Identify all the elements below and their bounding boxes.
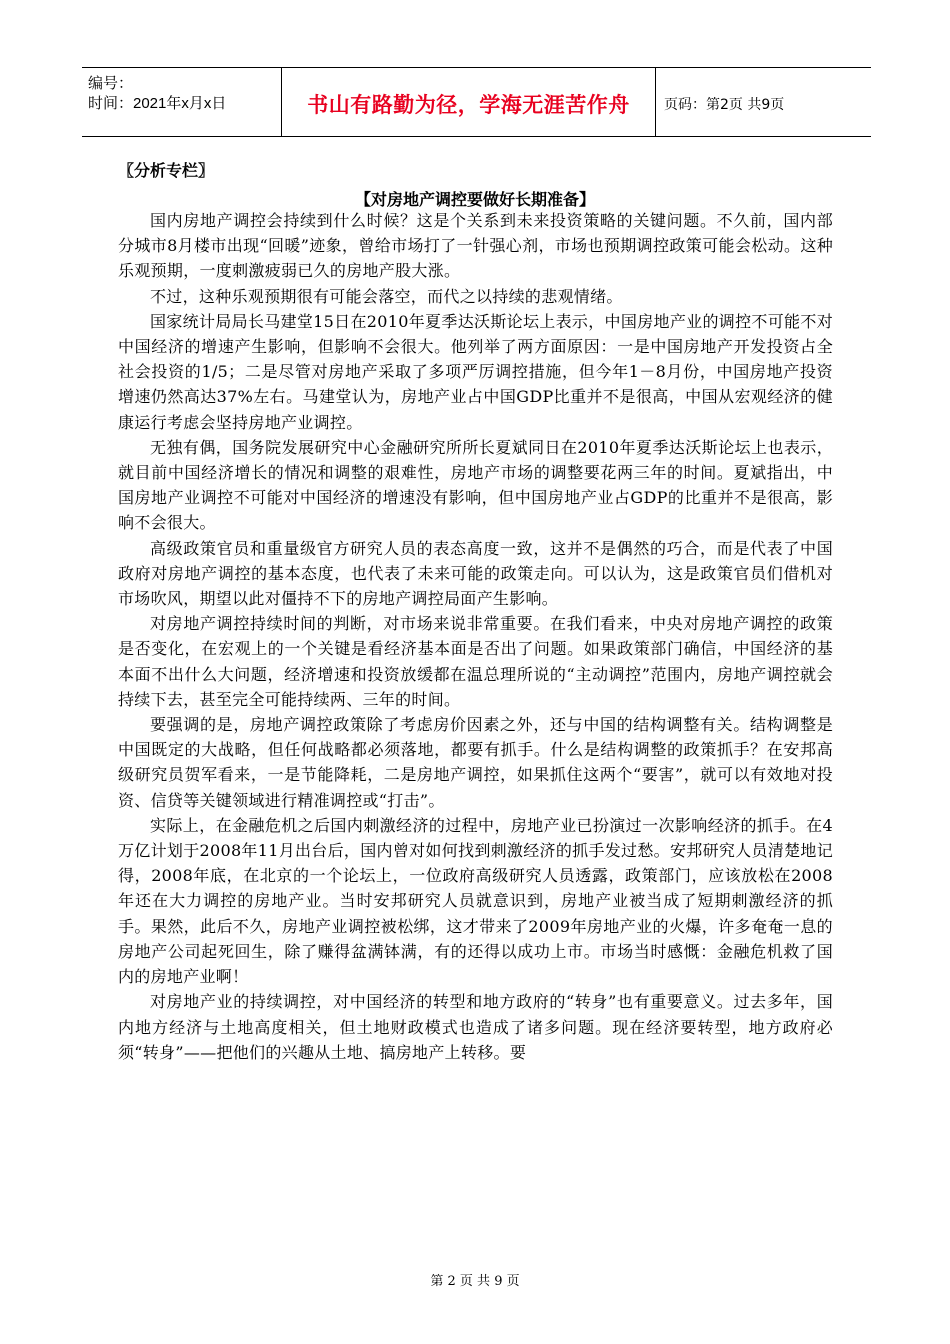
number-label: 编号： (88, 75, 134, 92)
date-label: 时间：2021年x月x日 (88, 95, 227, 112)
paragraph: 无独有偶，国务院发展研究中心金融研究所所长夏斌同日在2010年夏季达沃斯论坛上也表示，就目前中国经济增长的情况和调整的艰难性，房地产市场的调整要花两三年的时间。夏斌指出，中国房地产业调控不可能对中国经济的增速没有影响，但中国房地产业占GDP的比重并不是很高，影响不会很大。 (118, 437, 833, 533)
article-body (118, 208, 833, 1065)
page-footer: 第 2 页 共 9 页 (430, 1274, 520, 1289)
paragraph: 对房地产业的持续调控，对中国经济的转型和地方政府的“转身”也有重要意义。过去多年，国内地方经济与土地高度相关，但土地财政模式也造成了诸多问题。现在经济要转型，地方政府必须“转身”——把他们的兴趣从土地、搞房地产上转移。要 (118, 992, 833, 1062)
paragraph: 国家统计局局长马建堂15日在2010年夏季达沃斯论坛上表示，中国房地产业的调控不可能不对中国经济的增速产生影响，但影响不会很大。他列举了两方面原因：一是中国房地产开发投资占全社会投资的1/5；二是尽管对房地产采取了多项严厉调控措施，但今年1－8月份，中国房地产投资增速仍然高达37%左右。马建堂认为，房地产业占中国GDP比重并不是很高，中国从宏观经济的健康运行考虑会坚持房地产业调控。 (118, 311, 833, 432)
paragraph: 对房地产调控持续时间的判断，对市场来说非常重要。在我们看来，中央对房地产调控的政策是否变化，在宏观上的一个关键是看经济基本面是否出了问题。如果政策部门确信，中国经济的基本面不出什么大问题，经济增速和投资放缓都在温总理所说的“主动调控”范围内，房地产调控就会持续下去，甚至完全可能持续两、三年的时间。 (118, 614, 833, 709)
header-motto-cell (282, 68, 656, 136)
header-page-cell (656, 68, 871, 136)
section-label: 〖分析专栏〗 (118, 161, 215, 180)
page-header (82, 67, 871, 137)
article-title: 【对房地产调控要做好长期准备】 (354, 190, 595, 209)
motto: 书山有路勤为径，学海无涯苦作舟 (307, 93, 630, 117)
page-code: 页码：第2页 共9页 (664, 97, 785, 113)
paragraph: 要强调的是，房地产调控政策除了考虑房价因素之外，还与中国的结构调整有关。结构调整是中国既定的大战略，但任何战略都必须落地，都要有抓手。什么是结构调整的政策抓手？在安邦高级研究员贺军看来，一是节能降耗，二是房地产调控，如果抓住这两个“要害”，就可以有效地对投资、信贷等关键领域进行精准调控或“打击”。 (118, 715, 833, 810)
paragraph: 实际上，在金融危机之后国内刺激经济的过程中，房地产业已扮演过一次影响经济的抓手。在4万亿计划于2008年11月出台后，国内曾对如何找到刺激经济的抓手发过愁。安邦研究人员清楚地记得，2008年底，在北京的一个论坛上，一位政府高级研究人员透露，政策部门，应该放松在2008年还在大力调控的房地产业。当时安邦研究人员就意识到，房地产业被当成了短期刺激经济的抓手。果然，此后不久，房地产业调控被松绑，这才带来了2009年房地产业的火爆，许多奄奄一息的房地产公司起死回生，除了赚得盆满钵满，有的还得以成功上市。市场当时感慨：金融危机救了国内的房地产业啊！ (118, 815, 833, 987)
header-meta (82, 68, 282, 136)
paragraph: 国内房地产调控会持续到什么时候？这是个关系到未来投资策略的关键问题。不久前，国内部分城市8月楼市出现“回暖”迹象，曾给市场打了一针强心剂，市场也预期调控政策可能会松动。这种乐观预期，一度刺激疲弱已久的房地产股大涨。 (118, 211, 833, 281)
paragraph: 高级政策官员和重量级官方研究人员的表态高度一致，这并不是偶然的巧合，而是代表了中国政府对房地产调控的基本态度，也代表了未来可能的政策走向。可以认为，这是政策官员们借机对市场吹风，期望以此对僵持不下的房地产调控局面产生影响。 (118, 538, 833, 609)
paragraph: 不过，这种乐观预期很有可能会落空，而代之以持续的悲观情绪。 (150, 286, 623, 306)
